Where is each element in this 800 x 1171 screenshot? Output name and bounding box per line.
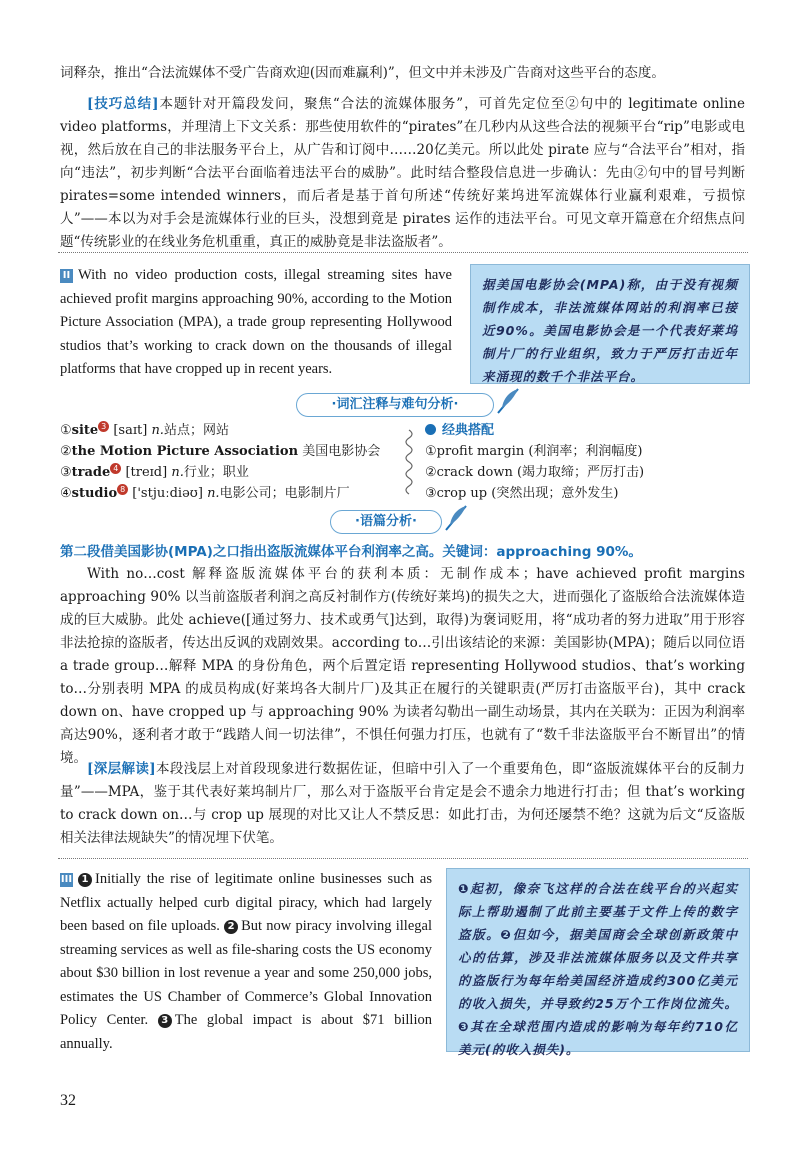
analysis-body: With no…cost 解释盗版流媒体平台的获利本质：无制作成本；have achieved profit margins approaching 90% 以当前盗版者利润之高反衬制作方(传统好莱坞)的损失之大，进而强化了盗版给合法流媒体造成的巨大威胁。此处 achieve([通过努力、技术或勇气]达到，取得)为褒词贬用，将“成功者的努力进取”用于形容非法抢掠的盗版者，传达出反讽的戏剧效果。according to…引出该结论的来源：美国影协(MPA)；随后以同位语 a trade group…解释 MPA 的身份角色，两个后置定语 representing Hollywood studios、that’s working to…分别表明 MPA 的成员构成(好莱坞各大制片厂)及其正在履行的关键职责(严厉打击盗版平台)，其中 crack down on、have cropped up 与 approaching 90% 为读者勾勒出一副生动场景，其内在关联为：正因为利润率高达90%，逐利者才敢于“践踏人间一切法律”，不惧任何强力打压，也就有了“数千非法盗版平台不断冒出”的情境。 xyxy=(60,566,745,766)
item-number: ③ xyxy=(60,465,72,480)
meaning: 美国电影协会 xyxy=(302,444,381,459)
paragraph-2-translation: 据美国电影协会(MPA)称，由于没有视频制作成本，非法流媒体网站的利润率已接近90%。美国电影协会是一个代表好莱坞制片厂的行业组织，致力于严厉打击近年来涌现的数千个非法平台。 xyxy=(470,264,750,384)
vocab-word: studio xyxy=(71,486,118,501)
item-number: ① xyxy=(60,423,72,438)
tips-tag: [技巧总结] xyxy=(87,96,159,112)
collocation-item: ①profit margin (利润率；利润幅度) xyxy=(425,444,643,459)
vocab-item xyxy=(60,462,390,483)
analysis-heading: 第二段借美国影协(MPA)之口指出盗版流媒体平台利润率之高。关键词：approaching 90%。 xyxy=(60,544,642,560)
sentence-number: 1 xyxy=(78,873,92,887)
part-of-speech: n. xyxy=(207,486,220,501)
paragraph-number-3: III xyxy=(60,874,73,885)
vocab-item xyxy=(60,483,390,504)
page-number: 32 xyxy=(60,1092,76,1109)
vocab-item xyxy=(60,420,390,441)
vocab-item xyxy=(60,441,390,462)
item-number: ④ xyxy=(60,486,72,501)
paragraph-3-translation: ❶起初，像奈飞这样的合法在线平台的兴起实际上帮助遏制了此前主要基于文件上传的数字盗版。❷但如今，据美国商会全球创新政策中心的估算，涉及非法流媒体服务以及文件共享的盗版行为每年给美国经济造成约300亿美元的收入损失，并导致约25万个工作岗位流失。❸其在全球范围内造成的影响为每年约710亿美元(的收入损失)。 xyxy=(446,868,750,1052)
vocab-list xyxy=(60,420,390,504)
vocab-word: the Motion Picture Association xyxy=(71,444,299,459)
top-paragraph: 词释杂，推出“合法流媒体不受广告商欢迎(因而难赢利)”，但文中并未涉及广告商对这些平台的态度。 xyxy=(60,65,665,81)
part-of-speech: n. xyxy=(171,465,184,480)
sentence-number: 3 xyxy=(158,1014,172,1028)
deep-tag: [深层解读] xyxy=(87,761,156,777)
paragraph-2-text: With no video production costs, illegal streaming sites have achieved profit margins approaching 90%, according to the Motion Picture Association (MPA), a trade group representing Hollywood studios that’s working to crack down on the thousands of illegal platforms that have cropped up in recent years. xyxy=(60,267,452,377)
frequency-badge: 4 xyxy=(110,463,121,474)
collocation-title xyxy=(425,420,745,441)
deep-reading xyxy=(60,758,745,850)
part-of-speech: n. xyxy=(151,423,164,438)
tips-summary xyxy=(60,93,745,254)
vocab-banner: ·词汇注释与难句分析· xyxy=(296,393,494,417)
deep-text: 本段浅层上对首段现象进行数据佐证，但暗中引入了一个重要角色，即“盗版流媒体平台的反制力量”——MPA，鉴于其代表好莱坞制片厂，那么对于盗版平台肯定是会不遗余力地进行打击；但 that’s working to crack down on…与 crop up 展现的对比又让人不禁反思：如此打击，为何还屡禁不绝？这就为后文“反盗版相关法律法规缺失”的情况埋下伏笔。 xyxy=(60,761,746,846)
divider xyxy=(58,252,748,253)
item-number: ② xyxy=(60,444,72,459)
phonetic: [treɪd] xyxy=(125,465,168,480)
divider xyxy=(58,858,748,859)
collocation-item: ③crop up (突然出现；意外发生) xyxy=(425,486,619,501)
sentence-number: 2 xyxy=(224,920,238,934)
paragraph-2 xyxy=(60,264,452,382)
frequency-badge: 8 xyxy=(117,484,128,495)
paragraph-3 xyxy=(60,868,432,1056)
collocation-item: ②crack down (竭力取缔；严厉打击) xyxy=(425,465,645,480)
vocab-word: site xyxy=(71,423,99,438)
quill-icon xyxy=(442,503,470,533)
sentence-3: The global impact is about $71 billion annually. xyxy=(60,1012,432,1052)
quill-icon xyxy=(494,386,522,416)
vocab-word: trade xyxy=(71,465,111,480)
collocation-list xyxy=(425,420,745,504)
paragraph-number-2: II xyxy=(60,269,73,283)
analysis-banner: ·语篇分析· xyxy=(330,510,442,534)
tips-text: 本题针对开篇段发问，聚焦“合法的流媒体服务”，可首先定位至②句中的 legitimate online video platforms，并理清上下文关系：那些使用软件的“pirates”在几秒内从这些合法的视频平台“rip”电影或电视，然后放在自己的非法服务平台上，从广告和订阅中……20亿美元。所以此处 pirate 应与“合法平台”相对，指向“违法”，初步判断“合法平台面临着违法平台的威胁”。此时结合整段信息进一步确认：先由②句中的冒号判断 pirates=some intended winners，而后者是基于首句所述“传统好莱坞进军流媒体行业赢利艰难，亏损惊人”——本以为对手会是流媒体行业的巨头，没想到竟是 pirates 运作的违法平台。可见文章开篇意在介绍焦点问题“传统影业的在线业务危机重重，真正的威胁竟是非法盗版者”。 xyxy=(60,96,745,250)
phonetic: [saɪt] xyxy=(113,423,148,438)
spiral-binding-icon xyxy=(402,428,416,498)
meaning: 行业；职业 xyxy=(183,465,249,480)
sentence-1: Initially the rise of legitimate online businesses such as Netflix actually helped curb digital piracy, which had largely been based on file uploads. xyxy=(60,871,432,934)
collocation-title-text: 经典搭配 xyxy=(442,423,495,438)
frequency-badge: 3 xyxy=(98,421,109,432)
sentence-2: But now piracy involving illegal streaming services as well as file-sharing costs the US economy about $30 billion in lost revenue a year and some 250,000 jobs, estimates the US Chamber of Commerce’s Global Innovation Policy Center. xyxy=(60,918,432,1028)
phonetic: ['stjuːdiəʊ] xyxy=(132,486,203,501)
meaning: 站点；网站 xyxy=(163,423,229,438)
bullet-icon xyxy=(425,424,436,435)
meaning: 电影公司；电影制片厂 xyxy=(219,486,350,501)
